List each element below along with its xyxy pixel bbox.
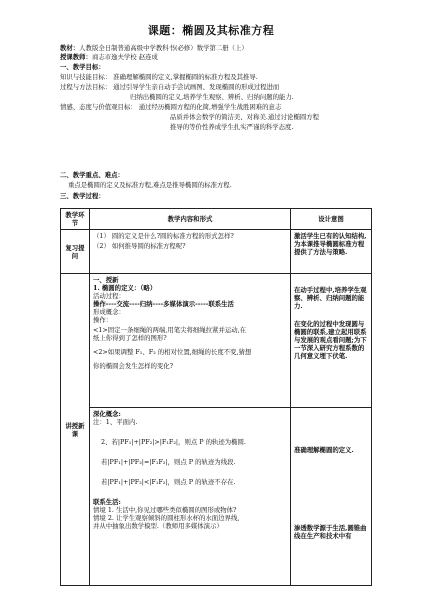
teacher-label: 授课教师： [60,53,92,61]
textbook-text: 人教版全日制普通高级中学教科书(必修）数学第二册（上） [79,44,248,52]
l2: 1. 椭圆的定义：（略） [93,284,157,292]
goal-line-6: 推导的等价性养成学生扎实严谨的科学态度. [170,123,294,131]
d3: 2、若|PF₁|+|PF₂|>|F₁F₂|，则点 P 的轨迹为椭圆. [101,438,246,446]
review-content [90,230,291,274]
table-row [61,230,372,274]
l5: 形成概念： [93,308,125,316]
goal-line-4: 情感、态度与价值观目标： 通过经历椭圆方程的化简,增强学生战胜困难的意志 [60,103,282,111]
l3: 活动过程： [93,292,125,300]
d9: 并从中抽象出数学模型.（教师用多媒体演示） [93,522,223,530]
section2-heading: 二、教学重点、难点： [60,171,124,179]
d1: 深化概念: [93,410,121,418]
goal-line-3: 归纳出椭圆的定义,培养学生观察、辨析、归纳问题的能力. [130,93,294,101]
teacher-text: 商志市逸夫学校 赵连成 [91,53,158,61]
teaching-process-table [60,208,372,586]
l4: 操作----交流----归纳----多媒体演示-----联系生活 [93,300,234,308]
header-content: 教学内容和形式 [90,209,291,230]
goal-line-2: 过程与方法目标： 通过引导学生亲自动手尝试画图、发现椭圆的形成过程进而 [60,83,280,91]
d2: 注：1、平面内. [93,418,138,426]
page-title: 课题：椭圆及其标准方程 [147,24,275,37]
d6: 联系生活: [93,498,121,506]
header-intent: 设计意图 [291,209,372,230]
intent-2: 在变化的过程中发现圆与椭圆的联系,建立起用联系与发展的观点看问题;为下一节深入研究方程系数的几何意义埋下伏笔. [294,320,367,360]
l6: 操作： [93,316,113,324]
l8: 纸上你得到了怎样的图形? [93,334,167,342]
l10: 你的椭圆会发生怎样的变化? [93,362,174,370]
intent-4: 渗透数学源于生活,圆锥曲线在生产和技术中有 [294,524,367,540]
goal-line-1: 知识与技能目标： 准确理解椭圆的定义,掌握椭圆的标准方程及其推导. [60,73,258,81]
l1: 一、授新 [93,276,119,284]
intent-1: 在动手过程中,培养学生观察、辨析、归纳问题的能力. [294,286,367,310]
teacher-line [60,53,158,61]
review-intent: 激活学生已有的认知结构,为本课推导椭圆标准方程提供了方法与策略. [291,230,372,274]
d8: 情境 2. 让学生观察倾斜的圆柱形水杯的水面边界线, [93,514,240,522]
goal-line-5: 品质并体会数学的简洁美、对称美.通过讨论椭圆方程 [170,113,320,121]
d4: 若|PF₁|+|PF₂|=|F₁F₂|，则点 P 的轨迹为线段. [101,458,236,466]
section3-heading: 三、教学过程： [60,192,105,200]
new-lesson-intent [291,274,372,408]
l9: <2>如果调整 F₁、F₂ 的相对位置,细绳的长度不变,猜想 [93,348,252,356]
review-q2: （2） 如何推导圆的标准方程呢? [93,242,186,250]
stage-new-lesson: 讲授新课 [61,274,90,586]
textbook-line [60,44,248,52]
table-row [61,274,372,408]
d7: 情境 1. 生活中,你见过哪些类似椭圆的图形或物体? [93,506,237,514]
key-points-line: 重点是椭圆的定义及标准方程,难点是推导椭圆的标准方程. [68,181,232,189]
header-stage: 教学环节 [61,209,90,230]
d5: 若|PF₁|+|PF₂|<|F₁F₂|，则点 P 的轨迹不存在. [101,478,236,486]
review-q1: （1） 圆的定义是什么?圆的标准方程的形式怎样? [93,232,234,240]
table-header-row [61,209,372,230]
intent-3: 准确理解椭圆的定义. [294,446,354,454]
textbook-label: 教材： [60,44,80,52]
new-lesson-content [90,274,291,408]
section1-heading: 一、教学目标： [60,63,105,71]
table-row [61,408,372,586]
deepen-content [90,408,291,586]
deepen-intent [291,408,372,586]
l7: <1>固定一条细绳的两端,用笔尖将细绳拉紧并运动,在 [93,326,247,334]
stage-review: 复习提问 [61,230,90,274]
